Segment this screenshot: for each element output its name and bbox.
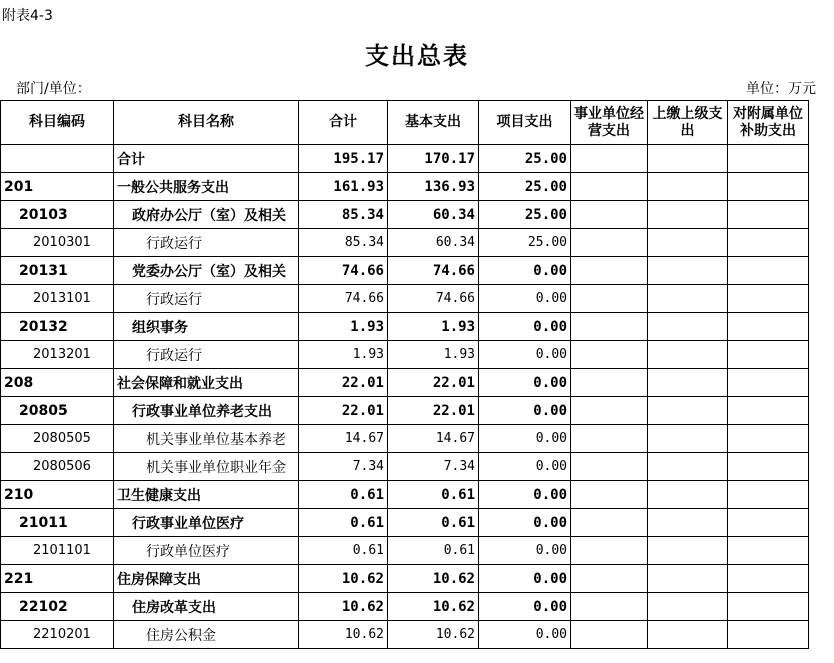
col-header-basic: 基本支出 [388,101,479,145]
page-title: 支出总表 [365,41,469,70]
cell-basic: 1.93 [388,313,479,341]
table-row [1,481,809,509]
cell-code: 20805 [1,397,114,425]
cell-remit [648,173,728,201]
table-row [1,425,809,453]
cell-subsidy [728,313,809,341]
cell-basic: 22.01 [388,369,479,397]
cell-total: 161.93 [299,173,388,201]
cell-remit [648,397,728,425]
cell-operating [571,145,648,173]
cell-total: 85.34 [299,201,388,229]
cell-basic: 74.66 [388,257,479,285]
cell-code: 20131 [1,257,114,285]
table-row [1,369,809,397]
table-row [1,509,809,537]
col-header-subsidy: 对附属单位补助支出 [728,101,809,145]
cell-basic: 22.01 [388,397,479,425]
cell-code: 20103 [1,201,114,229]
cell-basic: 14.67 [388,425,479,453]
cell-basic: 60.34 [388,229,479,257]
cell-subsidy [728,397,809,425]
col-header-name: 科目名称 [114,101,299,145]
table-row [1,229,809,257]
cell-name: 住房改革支出 [114,593,299,621]
cell-project: 25.00 [479,229,571,257]
cell-operating [571,173,648,201]
cell-total: 0.61 [299,537,388,565]
cell-subsidy [728,173,809,201]
cell-basic: 7.34 [388,453,479,481]
cell-name: 行政事业单位养老支出 [114,397,299,425]
cell-total: 10.62 [299,565,388,593]
table-row [1,565,809,593]
cell-operating [571,257,648,285]
cell-remit [648,425,728,453]
cell-name: 社会保障和就业支出 [114,369,299,397]
cell-operating [571,593,648,621]
cell-project: 0.00 [479,565,571,593]
cell-basic: 0.61 [388,481,479,509]
cell-code: 2210201 [1,621,114,649]
table-row [1,257,809,285]
cell-remit [648,537,728,565]
cell-name: 行政单位医疗 [114,537,299,565]
cell-basic: 74.66 [388,285,479,313]
cell-operating [571,621,648,649]
cell-operating [571,453,648,481]
cell-project: 0.00 [479,397,571,425]
cell-total: 74.66 [299,257,388,285]
cell-code: 208 [1,369,114,397]
cell-project: 25.00 [479,145,571,173]
cell-operating [571,369,648,397]
cell-remit [648,369,728,397]
cell-project: 0.00 [479,285,571,313]
cell-project: 0.00 [479,537,571,565]
cell-project: 0.00 [479,313,571,341]
sheet-label: 附表4-3 [2,8,53,24]
cell-project: 0.00 [479,341,571,369]
col-header-code: 科目编码 [1,101,114,145]
cell-operating [571,201,648,229]
cell-remit [648,229,728,257]
cell-project: 0.00 [479,621,571,649]
cell-remit [648,145,728,173]
cell-subsidy [728,145,809,173]
cell-name: 行政事业单位医疗 [114,509,299,537]
cell-project: 0.00 [479,453,571,481]
cell-remit [648,621,728,649]
cell-total: 22.01 [299,397,388,425]
cell-code: 2010301 [1,229,114,257]
table-row [1,341,809,369]
unit-label: 单位：万元 [746,81,816,97]
cell-operating [571,425,648,453]
cell-code: 22102 [1,593,114,621]
cell-code: 20132 [1,313,114,341]
cell-code: 2101101 [1,537,114,565]
cell-code: 21011 [1,509,114,537]
cell-total: 0.61 [299,481,388,509]
cell-basic: 10.62 [388,621,479,649]
cell-name: 政府办公厅（室）及相关 [114,201,299,229]
cell-code [1,145,114,173]
cell-subsidy [728,621,809,649]
table-header-row [1,101,809,145]
cell-total: 0.61 [299,509,388,537]
cell-subsidy [728,453,809,481]
table-row [1,593,809,621]
cell-subsidy [728,257,809,285]
cell-total: 195.17 [299,145,388,173]
cell-basic: 10.62 [388,565,479,593]
dept-label: 部门/单位： [16,81,91,97]
cell-name: 行政运行 [114,341,299,369]
cell-operating [571,285,648,313]
cell-subsidy [728,565,809,593]
cell-basic: 170.17 [388,145,479,173]
cell-remit [648,453,728,481]
cell-basic: 0.61 [388,509,479,537]
cell-name: 机关事业单位基本养老 [114,425,299,453]
cell-name: 住房保障支出 [114,565,299,593]
cell-remit [648,565,728,593]
cell-basic: 136.93 [388,173,479,201]
cell-code: 2080506 [1,453,114,481]
cell-code: 210 [1,481,114,509]
cell-project: 25.00 [479,201,571,229]
table-row [1,397,809,425]
cell-name: 行政运行 [114,285,299,313]
cell-remit [648,593,728,621]
cell-basic: 10.62 [388,593,479,621]
cell-remit [648,257,728,285]
expenditure-table [0,100,809,649]
cell-subsidy [728,425,809,453]
cell-subsidy [728,537,809,565]
cell-project: 25.00 [479,173,571,201]
table-row [1,621,809,649]
cell-project: 0.00 [479,593,571,621]
cell-operating [571,229,648,257]
table-row [1,173,809,201]
cell-basic: 0.61 [388,537,479,565]
cell-operating [571,313,648,341]
cell-code: 2013101 [1,285,114,313]
table-row [1,145,809,173]
cell-name: 机关事业单位职业年金 [114,453,299,481]
col-header-remit: 上缴上级支出 [648,101,728,145]
cell-subsidy [728,509,809,537]
cell-total: 85.34 [299,229,388,257]
table-row [1,201,809,229]
cell-subsidy [728,229,809,257]
cell-remit [648,341,728,369]
cell-name: 组织事务 [114,313,299,341]
cell-subsidy [728,369,809,397]
cell-project: 0.00 [479,425,571,453]
cell-subsidy [728,593,809,621]
cell-project: 0.00 [479,257,571,285]
cell-subsidy [728,481,809,509]
cell-code: 2013201 [1,341,114,369]
table-row [1,313,809,341]
cell-code: 201 [1,173,114,201]
col-header-operating: 事业单位经营支出 [571,101,648,145]
cell-remit [648,509,728,537]
cell-basic: 60.34 [388,201,479,229]
cell-operating [571,537,648,565]
cell-subsidy [728,201,809,229]
cell-operating [571,397,648,425]
cell-subsidy [728,341,809,369]
cell-project: 0.00 [479,369,571,397]
cell-total: 7.34 [299,453,388,481]
table-row [1,537,809,565]
cell-operating [571,341,648,369]
cell-total: 1.93 [299,313,388,341]
cell-code: 2080505 [1,425,114,453]
cell-name: 合计 [114,145,299,173]
cell-operating [571,509,648,537]
cell-total: 10.62 [299,621,388,649]
cell-operating [571,481,648,509]
cell-remit [648,313,728,341]
cell-project: 0.00 [479,509,571,537]
cell-remit [648,481,728,509]
cell-name: 一般公共服务支出 [114,173,299,201]
col-header-total: 合计 [299,101,388,145]
cell-project: 0.00 [479,481,571,509]
cell-total: 22.01 [299,369,388,397]
cell-total: 14.67 [299,425,388,453]
cell-remit [648,201,728,229]
cell-total: 74.66 [299,285,388,313]
cell-code: 221 [1,565,114,593]
cell-basic: 1.93 [388,341,479,369]
table-row [1,285,809,313]
cell-name: 卫生健康支出 [114,481,299,509]
table-row [1,453,809,481]
cell-operating [571,565,648,593]
cell-total: 10.62 [299,593,388,621]
cell-name: 行政运行 [114,229,299,257]
col-header-project: 项目支出 [479,101,571,145]
cell-total: 1.93 [299,341,388,369]
cell-subsidy [728,285,809,313]
cell-name: 党委办公厅（室）及相关 [114,257,299,285]
cell-remit [648,285,728,313]
cell-name: 住房公积金 [114,621,299,649]
